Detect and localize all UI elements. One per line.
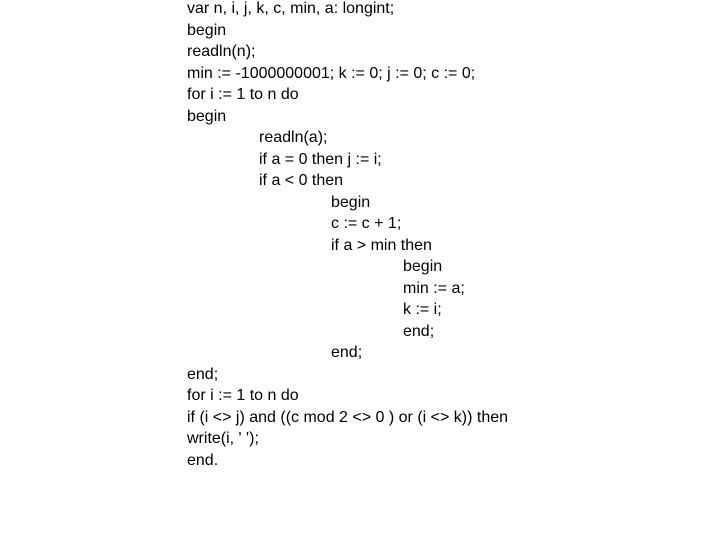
code-line-if-negative: if a < 0 then [259,172,344,189]
code-line-for-loop: for i := 1 to n do [187,86,299,103]
code-line-second-for-loop: for i := 1 to n do [187,387,299,404]
code-line-if-greater-min: if a > min then [331,236,432,254]
code-line-initialization: min := -1000000001; k := 0; j := 0; c := 0; [187,64,476,82]
code-line-min-end: end; [403,322,435,340]
code-line-increment-c: c := c + 1; [331,215,402,232]
code-line-program-end: end. [187,451,219,469]
code-line-min-begin: begin [403,258,443,275]
code-line-readln-n: readln(n); [187,43,256,60]
code-line-negative-begin: begin [331,193,371,211]
code-line-loop-begin: begin [187,107,227,125]
code-line-assign-min: min := a; [403,279,465,297]
code-listing [187,0,508,471]
code-line-readln-a: readln(a); [259,129,328,146]
code-line-negative-end: end; [331,344,363,361]
code-line-begin: begin [187,21,227,39]
code-line-var-declaration: var n, i, j, k, c, min, a: longint; [187,0,395,17]
code-line-assign-k: k := i; [403,301,442,318]
code-line-if-zero: if a = 0 then j := i; [259,150,382,168]
code-line-if-condition: if (i <> j) and ((c mod 2 <> 0 ) or (i <> k)) then [187,408,509,426]
code-line-loop-end: end; [187,365,219,383]
code-line-write: write(i, ' '); [187,430,259,447]
